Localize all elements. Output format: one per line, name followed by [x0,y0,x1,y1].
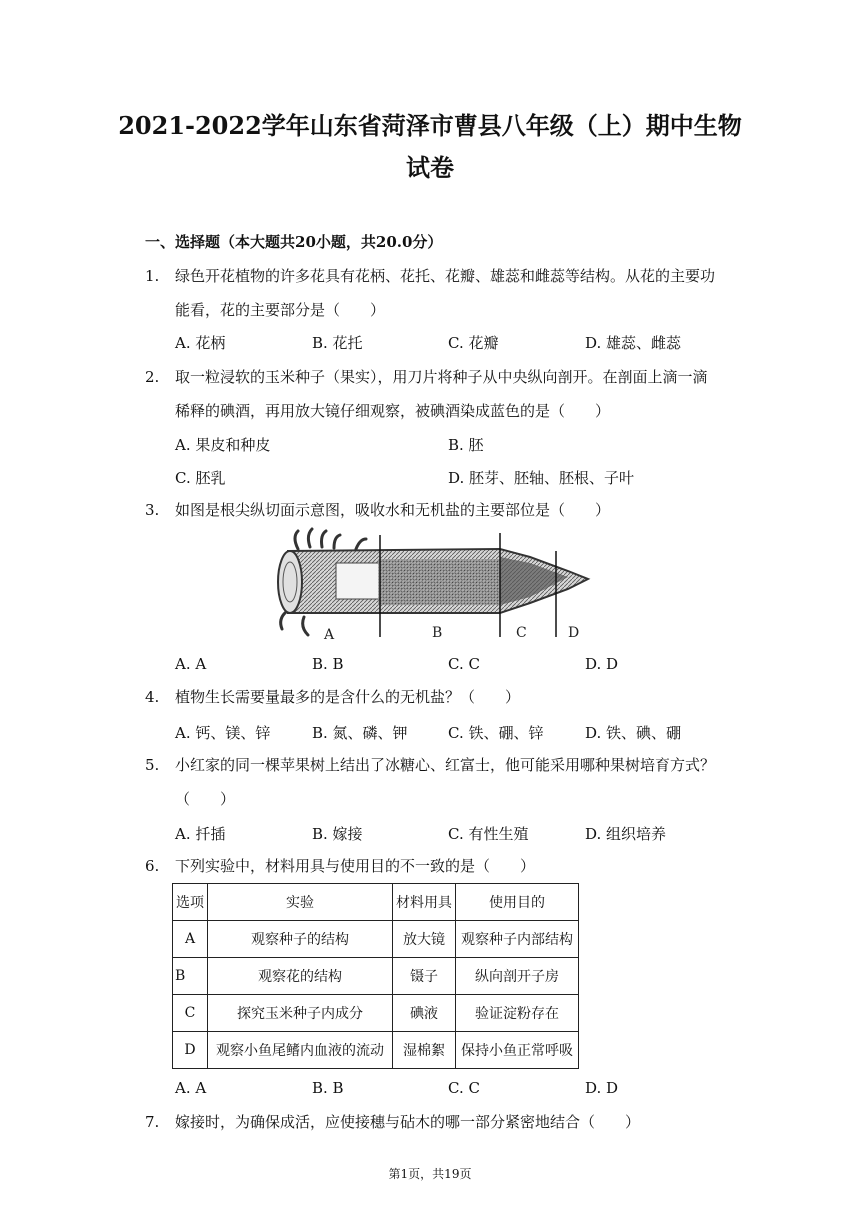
option-d[interactable]: D. 雄蕊、雌蕊 [585,334,682,352]
table-cell: 纵向剖开子房 [456,958,579,995]
option-a[interactable]: A. 花柄 [175,334,226,352]
question-number: 7. [145,1113,160,1131]
vascular-core [336,563,380,599]
option-a[interactable]: A. 扦插 [175,825,226,843]
question-3 [145,493,735,527]
table-header-cell: 选项 [173,884,208,921]
table-cell: C [173,995,208,1032]
experiment-table [172,883,579,1069]
option-b[interactable]: B. B [312,655,344,673]
option-b[interactable]: B. 嫁接 [312,825,363,843]
table-cell: 探究玉米种子内成分 [208,995,393,1032]
elongation-zone [378,559,500,605]
table-header-cell: 使用目的 [456,884,579,921]
option-d[interactable]: D. D [585,655,619,673]
option-d[interactable]: D. D [585,1079,619,1097]
question-text: （ ） [175,790,236,808]
option-c[interactable]: C. 胚乳 [175,469,226,487]
section-heading: 一、选择题（本大题共20小题，共20.0分） [145,233,443,251]
question-text: 下列实验中，材料用具与使用目的不一致的是（ ） [175,857,536,875]
option-b[interactable]: B. B [312,1079,344,1097]
root-tip-diagram [268,527,598,647]
table-cell: 验证淀粉存在 [456,995,579,1032]
table-cell: 放大镜 [393,921,456,958]
option-c[interactable]: C. 有性生殖 [448,825,529,843]
option-b[interactable]: B. 氮、磷、钾 [312,724,408,742]
table-cell: 镊子 [393,958,456,995]
option-a[interactable]: A. 钙、镁、锌 [175,724,271,742]
option-d[interactable]: D. 胚芽、胚轴、胚根、子叶 [448,469,635,487]
table-cell: 观察种子的结构 [208,921,393,958]
question-number: 2. [145,368,160,386]
label-c: C [516,625,527,641]
table-row [173,921,579,958]
option-c[interactable]: C. C [448,1079,480,1097]
option-d[interactable]: D. 组织培养 [585,825,667,843]
page-title: 2021-2022学年山东省菏泽市曹县八年级（上）期中生物 [118,111,742,140]
question-number: 6. [145,857,160,875]
question-text: 稀释的碘酒，再用放大镜仔细观察，被碘酒染成蓝色的是（ ） [175,402,611,420]
table-cell: B [173,958,208,995]
page-footer: 第1页，共19页 [388,1167,472,1181]
page-title-line2: 试卷 [406,153,454,182]
option-d[interactable]: D. 铁、碘、硼 [585,724,682,742]
question-number: 5. [145,756,160,774]
table-cell: 保持小鱼正常呼吸 [456,1032,579,1069]
question-2 [145,360,735,428]
option-b[interactable]: B. 花托 [312,334,363,352]
table-cell: 观察小鱼尾鳍内血液的流动 [208,1032,393,1069]
table-cell: 湿棉絮 [393,1032,456,1069]
option-c[interactable]: C. 铁、硼、锌 [448,724,544,742]
question-text: 小红家的同一棵苹果树上结出了冰糖心、红富士，他可能采用哪种果树培育方式？ [175,756,716,774]
question-text: 取一粒浸软的玉米种子（果实），用刀片将种子从中央纵向剖开。在剖面上滴一滴 [175,368,708,386]
table-cell: D [173,1032,208,1069]
question-7 [145,1105,735,1139]
option-a[interactable]: A. A [175,655,207,673]
question-1 [145,259,735,327]
label-d: D [568,625,580,641]
label-a: A [324,627,335,643]
question-number: 1. [145,267,160,285]
table-row [173,1032,579,1069]
question-number: 3. [145,501,160,519]
table-row [173,958,579,995]
question-text: 如图是根尖纵切面示意图，吸收水和无机盐的主要部位是（ ） [175,501,611,519]
table-cell: 观察花的结构 [208,958,393,995]
option-a[interactable]: A. 果皮和种皮 [175,436,271,454]
question-text: 嫁接时，为确保成活，应使接穗与砧木的哪一部分紧密地结合（ ） [175,1113,641,1131]
question-6 [145,849,735,883]
question-text: 绿色开花植物的许多花具有花柄、花托、花瓣、雄蕊和雌蕊等结构。从花的主要功 [175,267,716,285]
table-row [173,995,579,1032]
option-b[interactable]: B. 胚 [448,436,484,454]
table-cell: 碘液 [393,995,456,1032]
table-header-cell: 实验 [208,884,393,921]
table-header-row [173,884,579,921]
table-cell: 观察种子内部结构 [456,921,579,958]
table-cell: A [173,921,208,958]
question-5 [145,748,735,816]
label-b: B [432,625,443,641]
option-a[interactable]: A. A [175,1079,207,1097]
option-c[interactable]: C. C [448,655,480,673]
root-cut-end [278,551,302,613]
question-text: 能看，花的主要部分是（ ） [175,301,386,319]
question-number: 4. [145,688,160,706]
question-4 [145,680,735,714]
option-c[interactable]: C. 花瓣 [448,334,499,352]
table-header-cell: 材料用具 [393,884,456,921]
question-text: 植物生长需要量最多的是含什么的无机盐？（ ） [175,688,521,706]
